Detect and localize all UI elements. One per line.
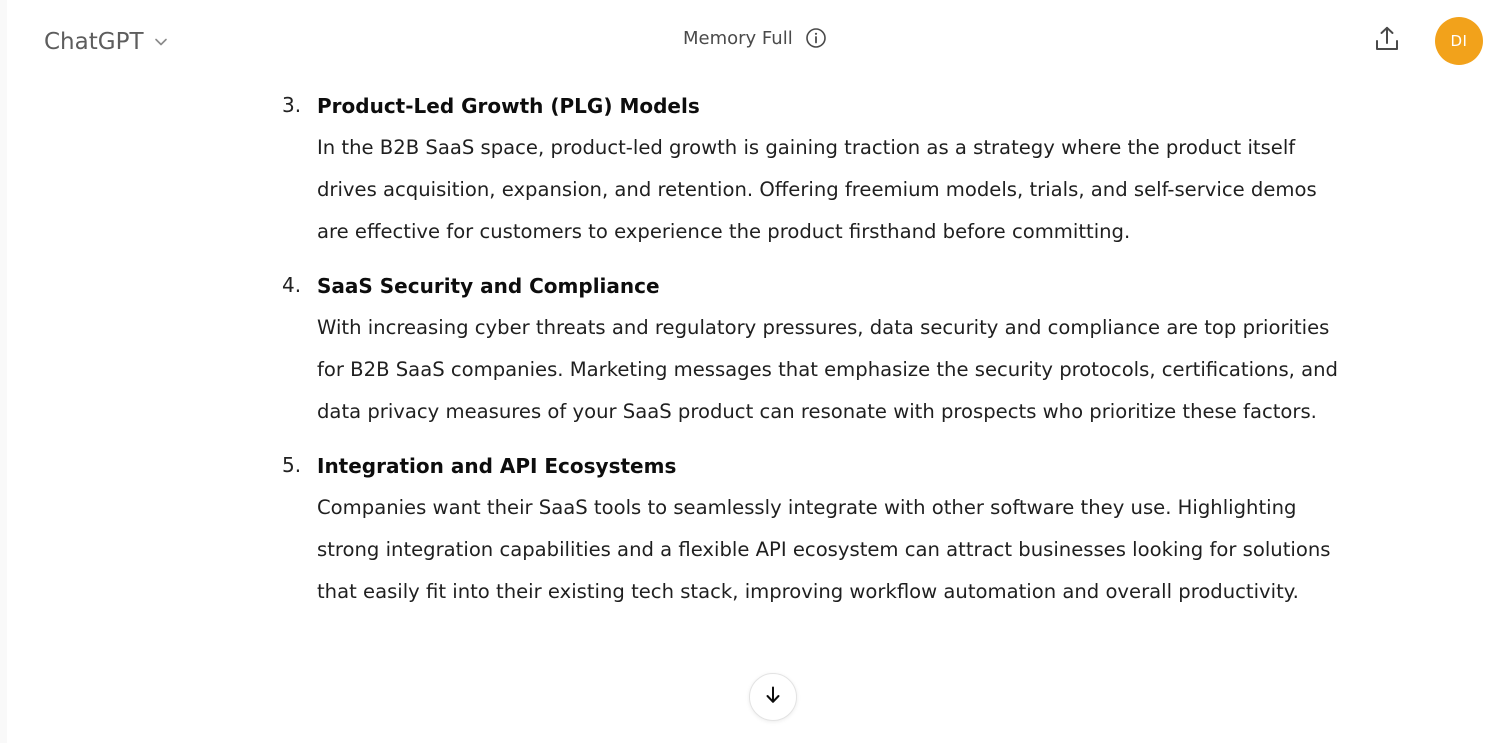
sidebar-edge [0,0,7,743]
list-item-body: In the B2B SaaS space, product-led growth is gaining traction as a strategy where the product itself drives acquisition, expansion, and retention. Offering freemium models, trials, and self-service demos are effective for customers to experience the product firsthand before committing. [317,136,1317,243]
list-item-title: SaaS Security and Compliance [317,274,660,298]
chat-message [280,85,1350,625]
chevron-down-icon [152,33,170,51]
model-name: ChatGPT [44,29,144,55]
model-switcher-button[interactable] [36,22,178,62]
list-item-body: Companies want their SaaS tools to seamlessly integrate with other software they use. Highlighting strong integration capabilities and a flexible API ecosystem can attract businesses looking for solutions that easily fit into their existing tech stack, improving workflow automation and overall productivity. [317,496,1331,603]
info-icon[interactable] [805,27,827,49]
avatar[interactable]: DI [1435,17,1483,65]
arrow-down-icon [762,684,784,710]
list-item-body: With increasing cyber threats and regulatory pressures, data security and compliance are top priorities for B2B SaaS companies. Marketing messages that emphasize the security protocols, certifications, and data privacy measures of your SaaS product can resonate with prospects who prioritize these factors. [317,316,1338,423]
list-item [280,445,1350,613]
list-item-title: Product-Led Growth (PLG) Models [317,94,700,118]
list-item-number: 5. [282,453,302,477]
top-bar [0,0,1510,82]
share-button[interactable] [1366,20,1408,62]
share-upload-icon [1372,24,1402,58]
list-item-number: 3. [282,93,302,117]
memory-label: Memory Full [683,27,793,49]
list-item-title: Integration and API Ecosystems [317,454,677,478]
list-item [280,85,1350,253]
scroll-to-bottom-button[interactable] [749,673,797,721]
memory-status [683,27,827,49]
list-item-number: 4. [282,273,302,297]
list-item [280,265,1350,433]
